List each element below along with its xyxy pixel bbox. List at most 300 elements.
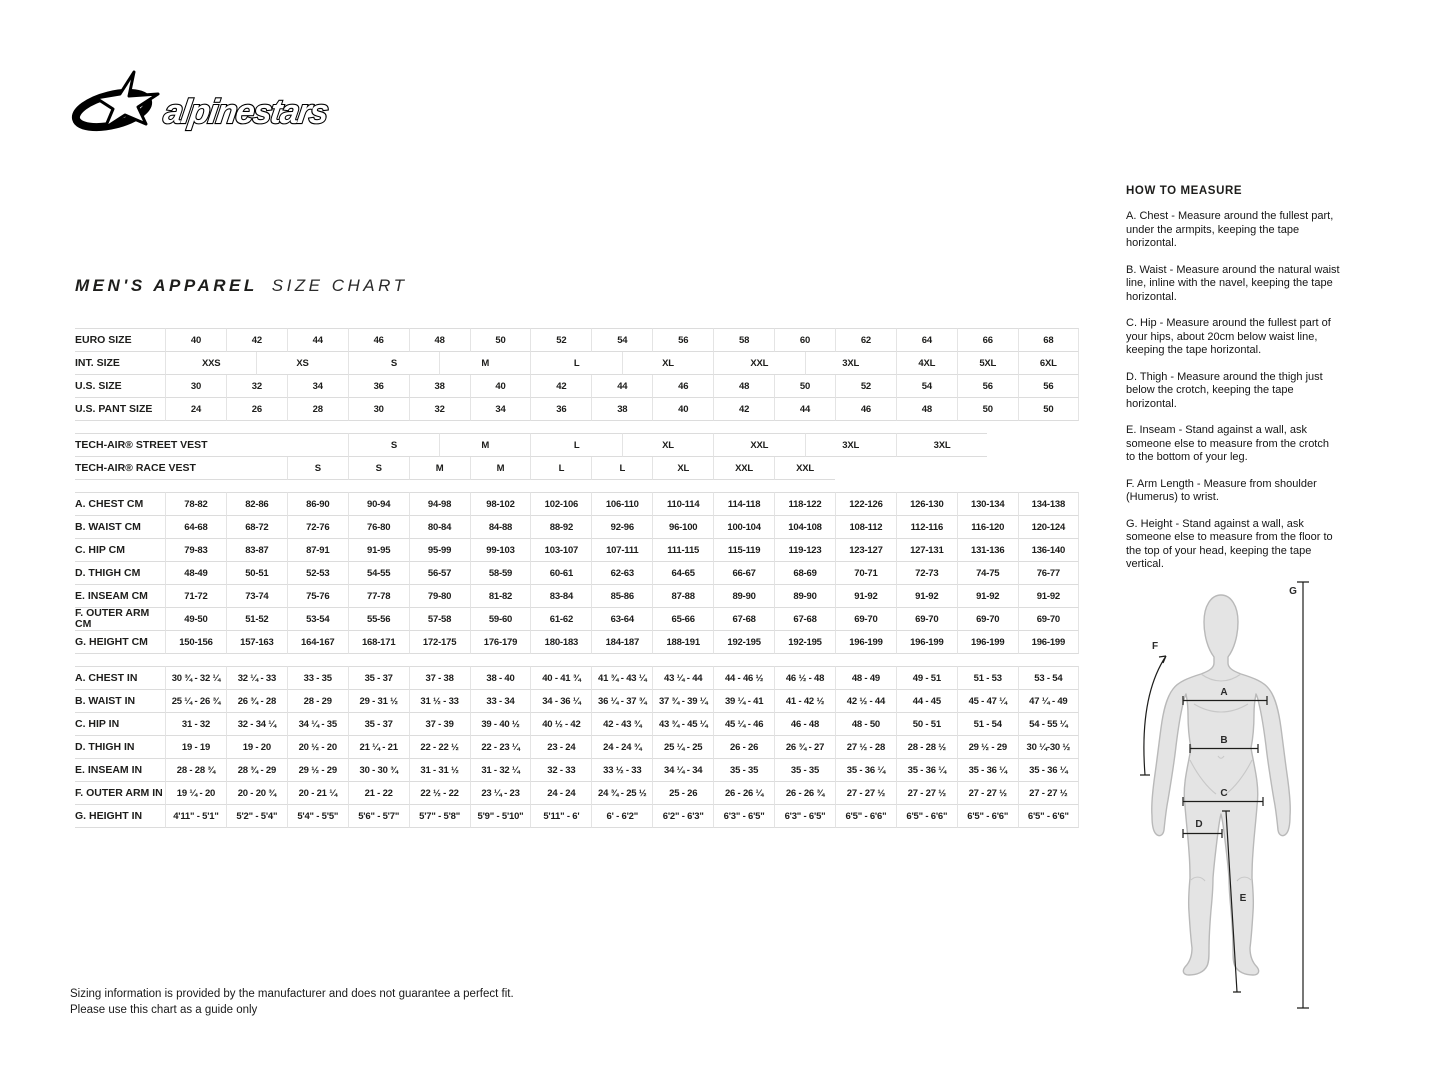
size-cell: 3XL [896,433,987,457]
table-row [75,352,1079,375]
table-spacer [75,480,1079,492]
row-label: G. HEIGHT CM [75,631,165,654]
row-label: D. THIGH IN [75,736,165,759]
size-cell: 38 [409,375,470,398]
size-cell: 30 ¼-30 ½ [1018,736,1079,759]
size-cell: 75-76 [287,585,348,608]
size-cell: 35 - 37 [348,666,409,690]
size-cell: 24 ¾ - 25 ½ [591,782,652,805]
size-cell: 24 - 24 [530,782,591,805]
size-cell: 68-69 [774,562,835,585]
table-row [75,398,1079,421]
row-label: A. CHEST IN [75,666,165,690]
size-cell: 42 - 43 ¾ [591,713,652,736]
size-cell: 52-53 [287,562,348,585]
size-cell: XL [652,457,713,480]
size-cell: 34 [470,398,531,421]
size-cell: 5'4" - 5'5" [287,805,348,828]
size-cell: 25 ¼ - 25 [652,736,713,759]
table-row [75,759,1079,782]
size-cell: 44 [287,328,348,352]
size-cell: 55-56 [348,608,409,631]
size-cell: 6XL [1018,352,1079,375]
size-cell: 54 [591,328,652,352]
size-cell: 92-96 [591,516,652,539]
size-cell: 53-54 [287,608,348,631]
size-cell: 52 [835,375,896,398]
size-cell: 48 - 50 [835,713,896,736]
page-title-light: SIZE CHART [271,276,408,295]
size-cell: 53 - 54 [1018,666,1079,690]
row-label: E. INSEAM CM [75,585,165,608]
table-row [75,782,1079,805]
measure-instruction: G. Height - Stand against a wall, ask someone else to measure from the floor to the top of your head, keeping the tape vertical. [1126,517,1333,570]
size-cell: 27 - 27 ½ [835,782,896,805]
size-cell: 56 [957,375,1018,398]
size-cell: S [348,457,409,480]
size-cell: 44 - 46 ½ [713,666,774,690]
how-to-measure-panel [1126,185,1340,585]
size-cell: 40 [165,328,226,352]
size-cell: 30 [165,375,226,398]
size-cell: 22 - 22 ½ [409,736,470,759]
size-cell: 38 [591,398,652,421]
size-cell: 164-167 [287,631,348,654]
size-cell: 32 ¼ - 33 [226,666,287,690]
row-label: U.S. SIZE [75,375,165,398]
size-cell: 150-156 [165,631,226,654]
size-cell: 122-126 [835,492,896,516]
size-cell: 102-106 [530,492,591,516]
size-cell: 50 [470,328,531,352]
size-cell: 27 ½ - 28 [835,736,896,759]
size-cell: M [409,457,470,480]
diagram-label-height: G [1289,586,1297,597]
body-figure-graphic [1128,568,1323,1023]
size-cell: 77-78 [348,585,409,608]
measure-instruction: C. Hip - Measure around the fullest part of your hips, about 20cm below waist line, keeping the tape horizontal. [1126,317,1331,356]
size-cell: 47 ¼ - 49 [1018,690,1079,713]
size-cell: 23 ¼ - 23 [470,782,531,805]
size-cell: 5'7" - 5'8" [409,805,470,828]
size-cell: 85-86 [591,585,652,608]
table-row [75,539,1079,562]
size-cell: 31 - 32 ¼ [470,759,531,782]
size-cell: 61-62 [530,608,591,631]
size-cell: 119-123 [774,539,835,562]
size-cell: 126-130 [896,492,957,516]
size-cell: 48 [896,398,957,421]
size-cell: 65-66 [652,608,713,631]
size-cell: 168-171 [348,631,409,654]
size-cell: 29 - 31 ½ [348,690,409,713]
size-cell: 39 - 40 ½ [470,713,531,736]
size-cell: 98-102 [470,492,531,516]
size-cell: 48-49 [165,562,226,585]
table-row [75,713,1079,736]
size-cell: 26 ¾ - 28 [226,690,287,713]
size-cell: 26 [226,398,287,421]
row-label: INT. SIZE [75,352,165,375]
row-label: F. OUTER ARM IN [75,782,165,805]
size-cell: 6'5" - 6'6" [835,805,896,828]
size-cell: L [591,457,652,480]
size-cell: 58-59 [470,562,531,585]
size-cell: 68-72 [226,516,287,539]
size-cell: 196-199 [896,631,957,654]
size-cell: 67-68 [713,608,774,631]
size-cell: 5'6" - 5'7" [348,805,409,828]
size-cell: XL [622,352,713,375]
measure-instruction: D. Thigh - Measure around the thigh just below the crotch, keeping the tape horizontal. [1126,370,1323,410]
diagram-label-inseam: E [1239,893,1247,904]
size-cell: 23 - 24 [530,736,591,759]
size-cell: 106-110 [591,492,652,516]
size-cell: 35 - 36 ¼ [896,759,957,782]
size-cell: 69-70 [896,608,957,631]
size-cell: 66 [957,328,1018,352]
size-cell: 35 - 36 ¼ [957,759,1018,782]
size-cell: 157-163 [226,631,287,654]
size-cell: 25 - 26 [652,782,713,805]
size-cell: 120-124 [1018,516,1079,539]
size-cell: 59-60 [470,608,531,631]
size-cell: 37 - 38 [409,666,470,690]
size-cell: 131-136 [957,539,1018,562]
size-cell: 62-63 [591,562,652,585]
size-cell: 45 ¼ - 46 [713,713,774,736]
size-cell: 33 ½ - 33 [591,759,652,782]
size-cell: 5'9" - 5'10" [470,805,531,828]
size-cell: 123-127 [835,539,896,562]
size-cell: 180-183 [530,631,591,654]
size-cell: 4'11" - 5'1" [165,805,226,828]
size-cell: 50 - 51 [896,713,957,736]
size-cell: 25 ¼ - 26 ¾ [165,690,226,713]
size-cell: 64-68 [165,516,226,539]
size-cell: 50 [957,398,1018,421]
size-cell: 67-68 [774,608,835,631]
size-cell: 71-72 [165,585,226,608]
size-cell: 130-134 [957,492,1018,516]
measure-instruction: A. Chest - Measure around the fullest part, under the armpits, keeping the tape horizontal. [1126,210,1334,249]
size-cell: 20 ½ - 20 [287,736,348,759]
size-cell: 89-90 [774,585,835,608]
size-cell: 46 - 48 [774,713,835,736]
size-cell: 6'2" - 6'3" [652,805,713,828]
size-cell: 24 - 24 ¾ [591,736,652,759]
size-cell: 80-84 [409,516,470,539]
size-cell: 48 [409,328,470,352]
row-label: EURO SIZE [75,328,165,352]
table-row [75,516,1079,539]
size-cell: XXL [774,457,835,480]
size-cell: 34 ¼ - 35 [287,713,348,736]
size-cell: 95-99 [409,539,470,562]
size-cell: 50 [774,375,835,398]
measure-instruction: B. Waist - Measure around the natural waist line, inline with the navel, keeping the tape horizontal. [1126,263,1340,303]
size-cell: 54-55 [348,562,409,585]
size-cell: 21 ¼ - 21 [348,736,409,759]
table-row [75,433,1079,457]
size-cell: 36 ¼ - 37 ¾ [591,690,652,713]
size-cell: 35 - 35 [774,759,835,782]
size-cell: 34 - 36 ¼ [530,690,591,713]
size-cell: 31 - 31 ½ [409,759,470,782]
size-cell: L [530,457,591,480]
size-cell: 40 [470,375,531,398]
size-cell: 192-195 [713,631,774,654]
size-cell: 87-88 [652,585,713,608]
table-row [75,666,1079,690]
size-cell [987,433,1079,457]
size-cell: 26 - 26 [713,736,774,759]
diagram-label-waist: B [1220,735,1228,746]
size-cell: 44 - 45 [896,690,957,713]
size-cell: S [287,457,348,480]
size-cell: 20 - 21 ¼ [287,782,348,805]
size-cell: 58 [713,328,774,352]
size-cell: 28 - 28 ¾ [165,759,226,782]
size-cell: 19 - 20 [226,736,287,759]
size-cell: 134-138 [1018,492,1079,516]
row-label: E. INSEAM IN [75,759,165,782]
size-cell: 27 - 27 ½ [957,782,1018,805]
size-cell: 31 ½ - 33 [409,690,470,713]
table-spacer [75,654,1079,666]
size-cell: 64-65 [652,562,713,585]
diagram-label-hip: C [1220,788,1228,799]
size-cell: 33 - 35 [287,666,348,690]
row-label: U.S. PANT SIZE [75,398,165,421]
size-cell: 118-122 [774,492,835,516]
table-row [75,375,1079,398]
table-row [75,805,1079,828]
table-row [75,736,1079,759]
size-cell: 5'2" - 5'4" [226,805,287,828]
size-cell: XS [256,352,347,375]
size-cell: XXL [713,457,774,480]
table-row [75,631,1079,654]
size-cell: 26 - 26 ¾ [774,782,835,805]
size-cell: 49-50 [165,608,226,631]
table-row [75,492,1079,516]
diagram-label-chest: A [1220,687,1228,698]
size-cell: 52 [530,328,591,352]
size-cell: 73-74 [226,585,287,608]
size-cell: 108-112 [835,516,896,539]
measure-instruction: E. Inseam - Stand against a wall, ask someone else to measure from the crotch to the bottom of your leg. [1126,424,1329,463]
size-cell: 32 - 34 ¼ [226,713,287,736]
disclaimer-line-1: Sizing information is provided by the manufacturer and does not guarantee a perfect fit. [70,988,514,1000]
size-cell: 176-179 [470,631,531,654]
size-cell: 24 [165,398,226,421]
size-cell: 172-175 [409,631,470,654]
size-cell: 49 - 51 [896,666,957,690]
size-cell: XXS [165,352,256,375]
size-cell: 56 [652,328,713,352]
size-cell: 110-114 [652,492,713,516]
size-cell: 84-88 [470,516,531,539]
size-cell: 3XL [805,352,896,375]
size-cell: 28 - 29 [287,690,348,713]
size-cell: 42 [530,375,591,398]
size-cell: 111-115 [652,539,713,562]
size-cell: 35 - 36 ¼ [1018,759,1079,782]
size-cell: 44 [774,398,835,421]
logo-wordmark: alpinestars [161,93,330,131]
size-cell: 51-52 [226,608,287,631]
size-cell: 103-107 [530,539,591,562]
size-cell: XL [622,433,713,457]
row-label: B. WAIST IN [75,690,165,713]
size-cell: 69-70 [835,608,896,631]
size-cell: 35 - 36 ¼ [835,759,896,782]
size-cell: 6'5" - 6'6" [896,805,957,828]
size-cell: 114-118 [713,492,774,516]
row-label: TECH-AIR® RACE VEST [75,457,165,480]
size-cell: S [348,352,439,375]
size-cell: 42 ½ - 44 [835,690,896,713]
size-cell: 3XL [805,433,896,457]
size-cell: 6'5" - 6'6" [957,805,1018,828]
size-cell: 57-58 [409,608,470,631]
size-cell: 115-119 [713,539,774,562]
size-cell: 184-187 [591,631,652,654]
size-cell: 79-80 [409,585,470,608]
size-cell: 28 [287,398,348,421]
size-cell: 69-70 [957,608,1018,631]
table-spacer [75,421,1079,433]
disclaimer [70,986,514,1018]
size-cell: 91-92 [1018,585,1079,608]
size-cell: 94-98 [409,492,470,516]
size-cell [835,457,1079,480]
row-label: D. THIGH CM [75,562,165,585]
size-cell: 26 ¾ - 27 [774,736,835,759]
size-cell: 83-87 [226,539,287,562]
size-cell: 6'3" - 6'5" [774,805,835,828]
size-cell: 40 - 41 ¾ [530,666,591,690]
size-cell: 69-70 [1018,608,1079,631]
size-cell: 136-140 [1018,539,1079,562]
size-cell: 19 ¼ - 20 [165,782,226,805]
size-cell: 66-67 [713,562,774,585]
size-cell: 46 [348,328,409,352]
size-cell: L [530,433,621,457]
size-cell: M [439,352,530,375]
size-cell: 74-75 [957,562,1018,585]
table-row [75,608,1079,631]
size-cell: 91-92 [896,585,957,608]
size-cell: 45 - 47 ¼ [957,690,1018,713]
size-cell: 76-80 [348,516,409,539]
row-label: F. OUTER ARM CM [75,608,165,631]
size-cell: 37 - 39 [409,713,470,736]
size-cell: 40 [652,398,713,421]
table-row [75,328,1079,352]
size-cell: 32 - 33 [530,759,591,782]
size-cell: 116-120 [957,516,1018,539]
size-cell: 46 ½ - 48 [774,666,835,690]
size-cell: S [348,433,439,457]
size-cell: 112-116 [896,516,957,539]
diagram-label-arm: F [1151,641,1159,652]
size-cell: 28 ¾ - 29 [226,759,287,782]
page-title-bold: MEN'S APPAREL [75,276,258,295]
size-cell: M [439,433,530,457]
size-cell: 79-83 [165,539,226,562]
size-cell: 91-95 [348,539,409,562]
size-cell: 127-131 [896,539,957,562]
size-cell: 36 [530,398,591,421]
row-label: B. WAIST CM [75,516,165,539]
size-cell: 51 - 54 [957,713,1018,736]
size-cell: 6'5" - 6'6" [1018,805,1079,828]
table-row [75,585,1079,608]
size-cell: 78-82 [165,492,226,516]
size-cell: 91-92 [835,585,896,608]
size-cell: 96-100 [652,516,713,539]
size-cell: 72-76 [287,516,348,539]
size-cell: 20 - 20 ¾ [226,782,287,805]
alpinestars-logo-graphic [70,70,380,136]
size-cell: 56 [1018,375,1079,398]
size-cell: 56-57 [409,562,470,585]
size-cell: 100-104 [713,516,774,539]
size-cell: XXL [713,433,804,457]
size-cell: 196-199 [835,631,896,654]
body-silhouette [1152,595,1291,975]
size-cell: 40 ½ - 42 [530,713,591,736]
size-cell: 192-195 [774,631,835,654]
size-cell: 29 ½ - 29 [287,759,348,782]
size-cell: 64 [896,328,957,352]
size-cell: 89-90 [713,585,774,608]
size-cell: 27 - 27 ½ [896,782,957,805]
size-cell: 51 - 53 [957,666,1018,690]
size-cell: 37 ¾ - 39 ¼ [652,690,713,713]
size-cell: 30 - 30 ¾ [348,759,409,782]
how-to-measure-heading: HOW TO MEASURE [1126,185,1243,197]
size-cell: 39 ¼ - 41 [713,690,774,713]
size-cell: 88-92 [530,516,591,539]
table-row [75,457,1079,480]
size-cell: 27 - 27 ½ [1018,782,1079,805]
size-cell: M [470,457,531,480]
size-cell: 22 - 23 ¼ [470,736,531,759]
size-cell: 42 [713,398,774,421]
size-cell: L [530,352,621,375]
body-diagram [1128,568,1323,1023]
size-cell: 46 [835,398,896,421]
row-label: G. HEIGHT IN [75,805,165,828]
size-cell: 29 ½ - 29 [957,736,1018,759]
size-table [75,328,1079,828]
measure-instruction: F. Arm Length - Measure from shoulder (Humerus) to wrist. [1126,477,1317,503]
size-cell: 90-94 [348,492,409,516]
size-cell: 62 [835,328,896,352]
size-cell: 48 - 49 [835,666,896,690]
size-cell: 104-108 [774,516,835,539]
size-cell: 22 ½ - 22 [409,782,470,805]
how-to-measure-list [1126,210,1340,572]
table-row [75,690,1079,713]
size-cell: 4XL [896,352,957,375]
row-label: TECH-AIR® STREET VEST [75,433,165,457]
size-cell: 30 [348,398,409,421]
size-cell: 81-82 [470,585,531,608]
